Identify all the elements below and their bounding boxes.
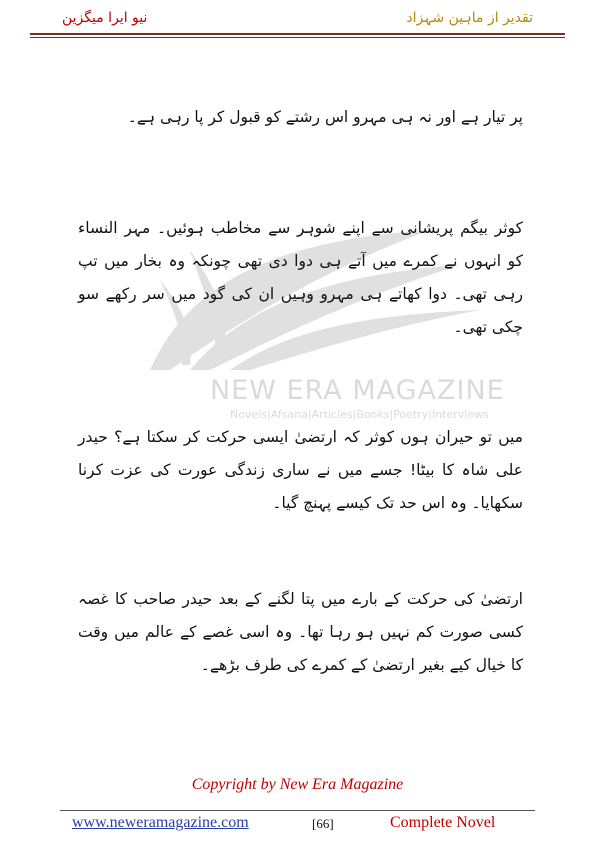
story-author: تقدیر از ماہین شہزاد (406, 10, 533, 26)
copyright-notice: Copyright by New Era Magazine (191, 776, 404, 793)
paragraph-3: میں تو حیران ہوں کوثر کہ ارتضیٰ ایسی حرکت کر سکتا ہے؟ حیدر علی شاہ کا بیٹا! جسے میں نے ساری زندگی عورت کی عزت کرنا سکھایا۔ وہ اس حد تک کیسے پہنچ گیا۔ (78, 427, 523, 512)
magazine-name: نیو ایرا میگزین (62, 10, 148, 26)
complete-novel-label: Complete Novel (390, 814, 496, 831)
watermark-title: NEW ERA MAGAZINE (210, 375, 505, 406)
paragraph-4: ارتضیٰ کی حرکت کے بارے میں پتا لگنے کے بعد حیدر صاحب کا غصہ کسی صورت کم نہیں ہو رہا تھا۔ وہ اسی غصے کے عالم میں وقت کا خیال کیے بغیر ارتضیٰ کے کمرے کی طرف بڑھے۔ (78, 589, 523, 674)
watermark-subtitle: Novels|Afsana|Articles|Books|Poetry|Interviews (230, 408, 489, 421)
page-number: [66] (312, 816, 334, 831)
page-header (0, 0, 595, 40)
paragraph-2: کوثر بیگم پریشانی سے اپنے شوہر سے مخاطب ہوئیں۔ مہر النساء کو انہوں نے کمرے میں آتے ہی دوا دی تھی چونکہ وہ بخار میں تپ رہی تھی۔ دوا کھاتے ہی مہرو وہیں ان کی گود میں سر رکھے سو چکی تھی۔ (78, 218, 523, 336)
website-link[interactable]: www.neweramagazine.com (72, 814, 249, 831)
header-rule (30, 33, 565, 35)
header-rule-thin (30, 37, 565, 38)
footer-rule (60, 810, 535, 811)
paragraph-1: پر تیار ہے اور نہ ہی مہرو اس رشتے کو قبول کر پا رہی ہے۔ (127, 107, 523, 126)
